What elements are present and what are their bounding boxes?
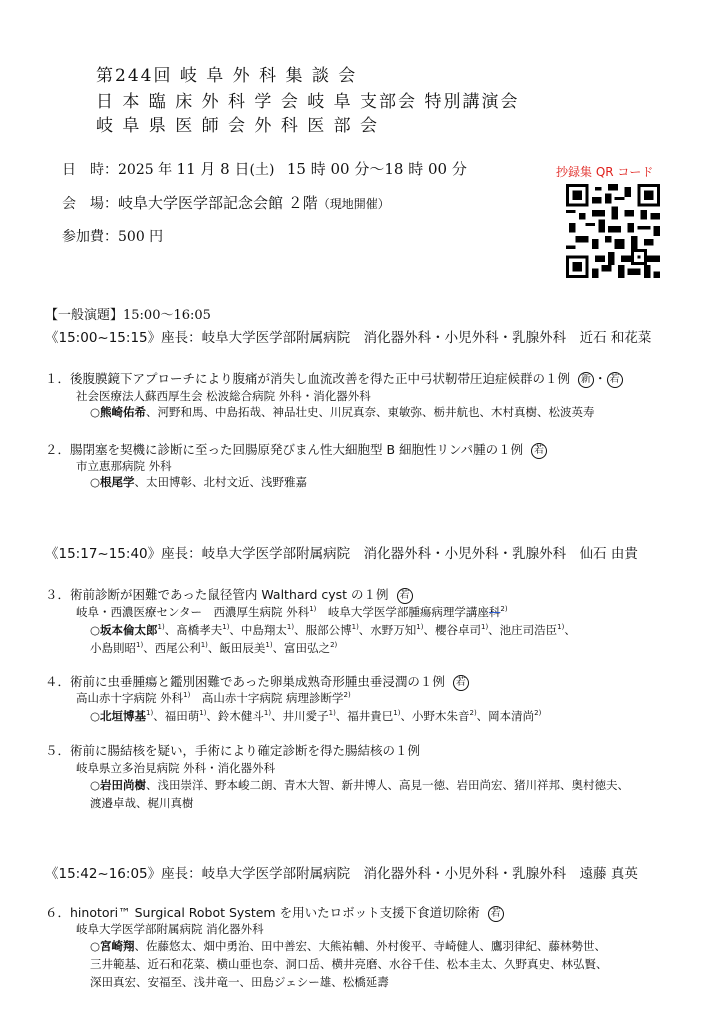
meeting-title-line-3: 岐 阜 県 医 師 会 外 科 医 部 会 [96,116,380,136]
presentation-4-authors: ○北垣博基$^{1)}$、福田萌$^{1)}$、鈴木健斗$^{1)}$、井川愛子$^{1)}$、福井貴巳$^{1)}$、小野木朱音$^{2)}$、岡本清尚$^{2)}$ [90,709,542,723]
presenter: ○宮崎翔 [90,939,135,953]
young-badge: 若 [531,443,547,459]
session-3-chair: 《15:42~16:05》座長：岐阜大学医学部附属病院 消化器外科・小児外科・乳腺外科 遠藤 真英 [45,866,638,882]
presentation-6-authors-cont2: 深田真宏、安福至、浅井竜一、田島ジェシー雄、松橋延壽 [90,975,389,989]
presentation-5-title: ５．術前に腸結核を疑い，手術により確定診断を得た腸結核の１例 [45,743,421,758]
presenter: ○岩田尚樹 [90,778,147,792]
presentation-6-authors: ○宮崎翔、佐藤悠太、畑中勇治、田中善宏、大熊祐輔、外村俊平、寺崎健人、鷹羽律紀、藤林勢世、 [90,939,607,953]
presentation-2-affiliation: 市立恵那病院 外科 [76,459,172,473]
fee-row [62,226,163,246]
presenter: ○熊崎佑希 [90,405,147,419]
fee-label: 参加費： [62,229,118,245]
new-badge: 新 [578,372,594,388]
presentation-1-authors: ○熊崎佑希、河野和馬、中島拓哉、神品壮史、川尻真奈、東敏弥、栃井航也、木村真樹、松波英寿 [90,405,595,419]
presenter: ○坂本倫太郎 [90,623,158,637]
young-badge: 若 [488,906,504,922]
presentation-4-title: ４．術前に虫垂腫瘍と鑑別困難であった卵巣成熟奇形腫虫垂浸潤の１例 若 [45,672,469,691]
meeting-title-line-2: 日 本 臨 床 外 科 学 会 岐 阜 支部会 特別講演会 [96,92,520,112]
qr-code-label: 抄録集 QR コード [556,165,654,179]
young-badge: 若 [607,372,623,388]
date-year: 2025 年 [118,162,173,178]
presentation-6-affiliation: 岐阜大学医学部附属病院 消化器外科 [76,922,264,936]
general-presentations-heading: 【一般演題】15:00～16:05 [45,308,211,323]
young-badge: 若 [397,588,413,604]
presenter: ○北垣博基 [90,709,147,723]
presentation-6-title: ６．hinotori™ Surgical Robot System を用いたロボット支援下食道切除術 若 [45,903,504,922]
presentation-5-affiliation: 岐阜県立多治見病院 外科・消化器外科 [76,761,276,775]
presentation-1-title: １．後腹膜鏡下アプローチにより腹痛が消失し血流改善を得た正中弓状靭帯圧迫症候群の１例 新 ・ 若 [45,369,623,388]
presentation-4-affiliation: 高山赤十字病院 外科$^{1)}$ 高山赤十字病院 病理診断学$^{2)}$ [76,691,351,705]
session-2-chair: 《15:17~15:40》座長：岐阜大学医学部附属病院 消化器外科・小児外科・乳腺外科 仙石 由貴 [45,546,638,562]
presentation-3-affiliation: 岐阜・西濃医療センター 西濃厚生病院 外科$^{1)}$ 岐阜大学医学部腫瘍病理学講座科$^{2)}$ [76,605,508,619]
date-weekday: (土) [249,162,275,178]
venue-note: （現地開催） [317,197,390,211]
venue-row [62,192,390,213]
presentation-2-title: ２．腸閉塞を契機に診断に至った回腸原発びまん性大細胞型 B 細胞性リンパ腫の１例 若 [45,440,547,459]
date-time: 15 時 00 分～18 時 00 分 [286,160,467,178]
young-badge: 若 [453,675,469,691]
presenter: ○根尾学 [90,475,135,489]
presentation-2-authors: ○根尾学、太田博彰、北村文近、浅野雅嘉 [90,475,308,489]
presentation-6-authors-cont: 三井範基、近石和花菜、横山亜也奈、洞口岳、横井亮磨、水谷千佳、松本圭太、久野真史、林弘賢、 [90,957,608,971]
fee-value: 500 円 [118,229,164,245]
presentation-5-authors: ○岩田尚樹、浅田崇洋、野本峻二朗、青木大智、新井博人、高見一徳、岩田尚宏、猪川祥邦、奥村徳夫、 [90,778,630,792]
date-label: 日 時： [62,162,118,178]
date-row [62,158,467,179]
presentation-3-authors-cont: 小島則昭$^{1)}$、西尾公利$^{1)}$、飯田辰美$^{1)}$、富田弘之$^{2)}$ [90,641,338,655]
session-1-chair: 《15:00~15:15》座長：岐阜大学医学部附属病院 消化器外科・小児外科・乳腺外科 近石 和花菜 [45,330,652,346]
date-month-day: 11 月 8 日 [176,160,250,178]
qr-code-icon[interactable] [566,184,660,278]
presentation-3-title: ３．術前診断が困難であった鼠径管内 Walthard cyst の１例 若 [45,585,413,604]
meeting-title-line-1: 第244回 岐 阜 外 科 集 談 会 [96,66,358,86]
venue-name: 岐阜大学医学部記念会館 ２階 [118,194,318,212]
venue-label: 会 場： [62,196,118,212]
presentation-1-affiliation: 社会医療法人蘇西厚生会 松波総合病院 外科・消化器外科 [76,389,371,403]
presentation-3-authors: ○坂本倫太郎$^{1)}$、髙橋孝夫$^{1)}$、中島翔太$^{1)}$、服部公博$^{1)}$、水野万知$^{1)}$、櫻谷卓司$^{1)}$、池庄司浩臣$^{1)}$、 [90,623,576,637]
presentation-5-authors-cont: 渡邉卓哉、梶川真樹 [90,796,194,810]
